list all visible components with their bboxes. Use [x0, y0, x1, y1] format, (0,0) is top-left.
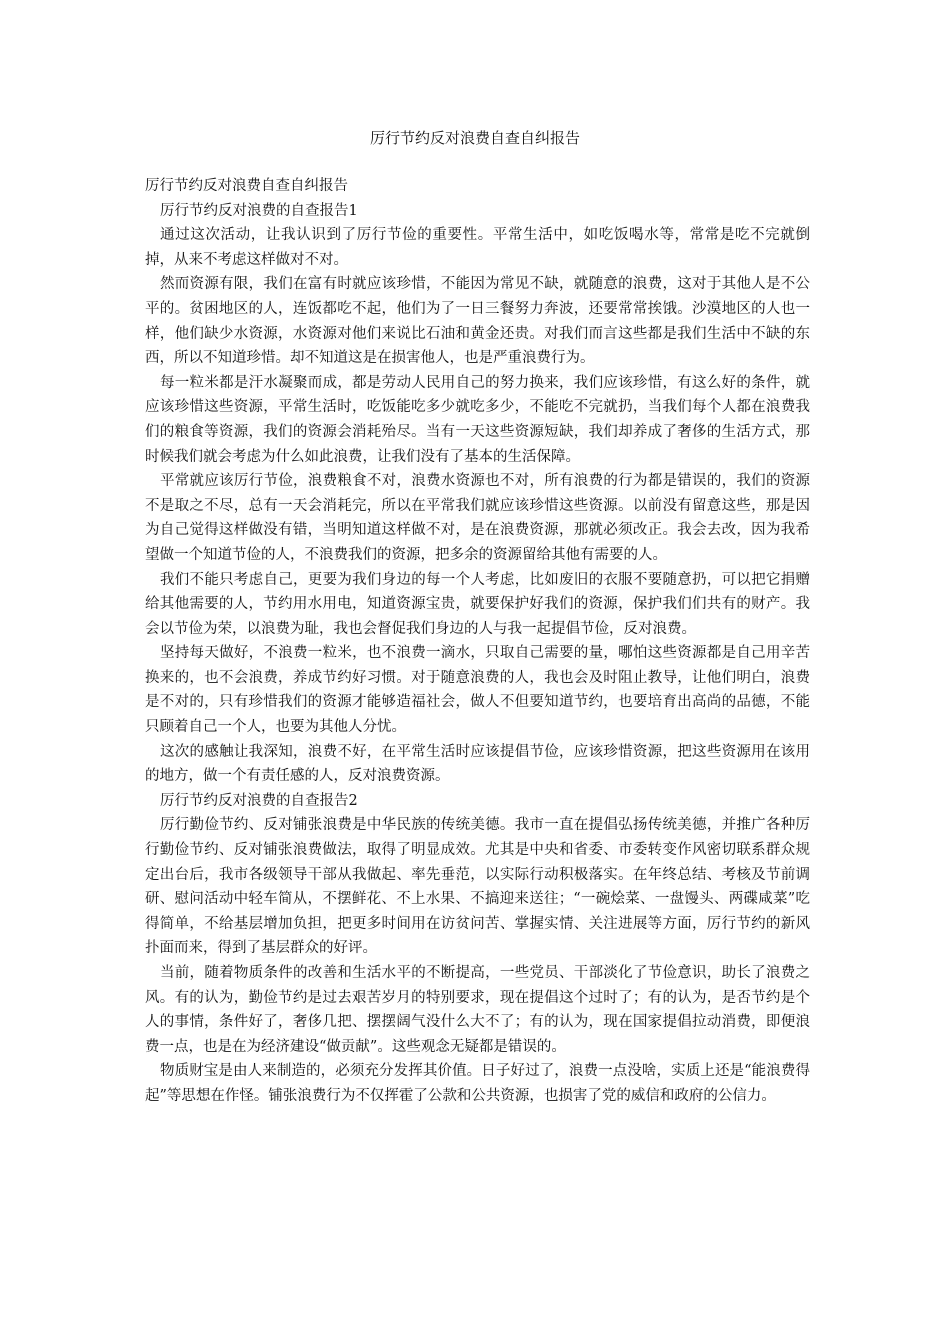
paragraph: 物质财宝是由人来制造的，必须充分发挥其价值。日子好过了，浪费一点没啥，实质上还是“能浪费得起”等思想在作怪。铺张浪费行为不仅挥霍了公款和公共资源，也损害了党的威信和政府的公信力。: [145, 1063, 810, 1104]
paragraph: 这次的感触让我深知，浪费不好，在平常生活时应该提倡节俭，应该珍惜资源，把这些资源用在该用的地方，做一个有责任感的人，反对浪费资源。: [145, 743, 810, 785]
paragraph: 我们不能只考虑自己，更要为我们身边的每一个人考虑，比如废旧的衣服不要随意扔，可以把它捐赠给其他需要的人，节约用水用电，知道资源宝贵，就要保护好我们的资源，保护我们们共有的财产。我会以节俭为荣，以浪费为耻，我也会督促我们身边的人与我一起提倡节俭，反对浪费。: [145, 571, 810, 637]
paragraph: 坚持每天做好，不浪费一粒米，也不浪费一滴水，只取自己需要的量，哪怕这些资源都是自己用辛苦换来的，也不会浪费，养成节约好习惯。对于随意浪费的人，我也会及时阻止教导，让他们明白，浪费是不对的，只有珍惜我们的资源才能够造福社会，做人不但要知道节约，也要培育出高尚的品德，不能只顾着自己一个人，也要为其他人分忧。: [145, 645, 810, 736]
document-title: 厉行节约反对浪费自查自纠报告: [369, 129, 580, 147]
section-heading-2: 厉行节约反对浪费的自查报告2: [160, 792, 358, 809]
paragraph: 厉行勤俭节约、反对铺张浪费是中华民族的传统美德。我市一直在提倡弘扬传统美德，并推广各种厉行勤俭节约、反对铺张浪费做法，取得了明显成效。尤其是中央和省委、市委转变作风密切联系群众规定出台后，我市各级领导干部从我做起、率先垂范，以实际行动积极落实。在年终总结、考核及节前调研、慰问活动中轻车简从，不摆鲜花、不上水果、不搞迎来送往；“一碗烩菜、一盘馒头、两碟咸菜”吃得简单，不给基层增加负担，把更多时间用在访贫问苦、掌握实情、关注进展等方面，厉行节约的新风扑面而来，得到了基层群众的好评。: [145, 817, 810, 957]
section-heading-1: 厉行节约反对浪费的自查报告1: [160, 202, 358, 219]
document-body: [145, 174, 810, 1109]
paragraph: 每一粒米都是汗水凝聚而成，都是劳动人民用自己的努力换来，我们应该珍惜，有这么好的条件，就应该珍惜这些资源，平常生活时，吃饭能吃多少就吃多少，不能吃不完就扔，当我们每个人都在浪费我们的粮食等资源，我们的资源会消耗殆尽。当有一天这些资源短缺，我们却养成了奢侈的生活方式，那时候我们就会考虑为什么如此浪费，让我们没有了基本的生活保障。: [145, 374, 810, 465]
paragraph: 然而资源有限，我们在富有时就应该珍惜，不能因为常见不缺，就随意的浪费，这对于其他人是不公平的。贫困地区的人，连饭都吃不起，他们为了一日三餐努力奔波，还要常常挨饿。沙漠地区的人也一样，他们缺少水资源，水资源对他们来说比石油和黄金还贵。对我们而言这些都是我们生活中不缺的东西，所以不知道珍惜。却不知道这是在损害他人，也是严重浪费行为。: [145, 276, 810, 367]
paragraph: 通过这次活动，让我认识到了厉行节俭的重要性。平常生活中，如吃饭喝水等，常常是吃不完就倒掉，从来不考虑这样做对不对。: [145, 227, 810, 268]
paragraph: 平常就应该厉行节俭，浪费粮食不对，浪费水资源也不对，所有浪费的行为都是错误的，我们的资源不是取之不尽，总有一天会消耗完，所以在平常我们就应该珍惜这些资源。以前没有留意这些，那是因为自己觉得这样做没有错，当明知道这样做不对，是在浪费资源，那就必须改正。我会去改，因为我希望做一个知道节俭的人，不浪费我们的资源，把多余的资源留给其他有需要的人。: [145, 473, 810, 563]
paragraph: 当前，随着物质条件的改善和生活水平的不断提高，一些党员、干部淡化了节俭意识，助长了浪费之风。有的认为，勤俭节约是过去艰苦岁月的特别要求，现在提倡这个过时了；有的认为，是否节约是个人的事情，条件好了，奢侈几把、摆摆阔气没什么大不了；有的认为，现在国家提倡拉动消费，即便浪费一点，也是在为经济建设“做贡献”。这些观念无疑都是错误的。: [145, 965, 810, 1055]
document-subtitle: 厉行节约反对浪费自查自纠报告: [145, 178, 348, 194]
